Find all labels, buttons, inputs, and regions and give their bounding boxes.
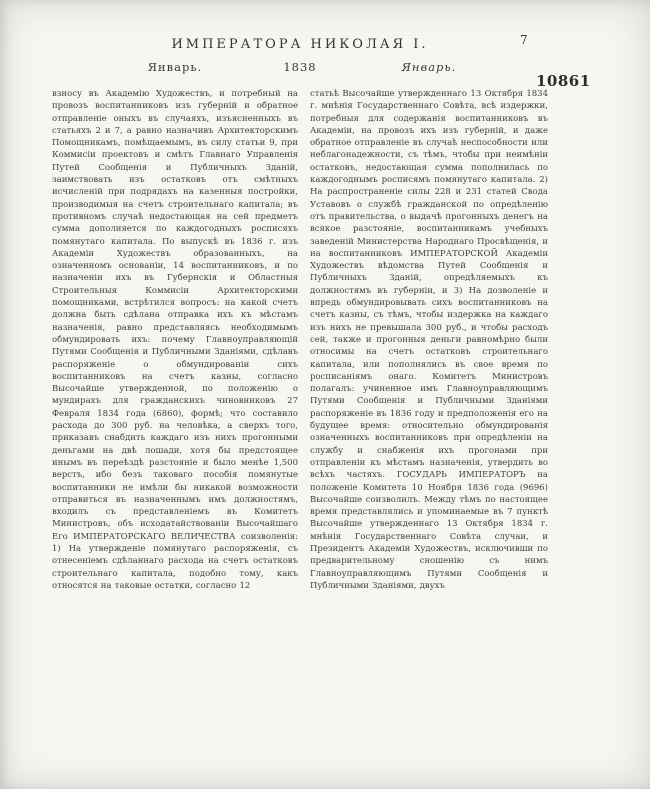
page-header (52, 33, 548, 52)
text-column-right: статьѣ Высочайше утвержденнаго 13 Октября 1834 г. мнѣнія Государственнаго Совѣта, всѣ издержки, потребныя для содержанія воспитанниковъ въ Академіи, на провозъ ихъ изъ губерній, и даже обратное отправленіе въ случаѣ неспособности или неблагонадежности, съ тѣмъ, чтобы при неимѣніи остатковъ, недостающая сумма пополнилась по каждогоднымъ росписямъ помянутаго капитала. 2) На распространеніе силы 228 и 231 статей Свода Уставовъ о службѣ гражданской по опредѣленію отъ правительства, о выдачѣ прогонныхъ денегъ на всякое разстояніе, воспитанникамъ учебныхъ заведеній Министерства Народнаго Просвѣщенія, и на воспитанниковъ ИМПЕРАТОРСКОЙ Академіи Художествъ вѣдомства Путей Сообщенія и Публичныхъ Зданій, опредѣляемыхъ къ должностямъ въ губерніи, и 3) На дозволеніе и впредь обмундировывать сихъ воспитанниковъ на счетъ казны, съ тѣмъ, чтобы издержка на каждаго изъ нихъ не превышала 300 руб., и чтобы расходъ сей, также и прогонныя деньги равномѣрно были относимы на счетъ остатковъ строительнаго капитала, или пополнялись въ свое время по росписаніямъ онаго. Комитетъ Министровъ полагалъ: учиненное имъ Главноуправляющимъ Путями Сообщенія и Публичными Зданіями распоряженіе въ 1836 году и предположенія его на будущее время: относительно обмундированія означенныхъ воспитанниковъ при опредѣленіи на службу и снабженія ихъ прогонами при отправленіи къ мѣстамъ назначенія, утвердить во всѣхъ частяхъ. ГОСУДАРЬ ИМПЕРАТОРЪ на положеніе Комитета 10 Ноября 1836 года (9696) Высочайше соизволилъ. Между тѣмъ по настоящее время представлялись и упоминаемые въ 7 пунктѣ Высочайше утвержденнаго 13 Октября 1834 г. мнѣнія Государственнаго Совѣта случаи, и Президентъ Академіи Художествъ, исключивши по предварительному сношенію съ нимъ Главноуправляющимъ Путями Сообщенія и Публичными Зданіями, двухъ (310, 89, 548, 591)
page-number: 7 (520, 33, 528, 47)
page-header-title: ИМПЕРАТОРА НИКОЛАЯ I. (171, 37, 429, 52)
running-head-row (52, 60, 548, 78)
running-head-year: 1838 (283, 60, 317, 74)
entry-number: 10861 (536, 72, 591, 90)
text-column-left: взносу въ Академію Художествъ, и потребный на провозъ воспитанниковъ изъ губерній и обратное отправленіе оныхъ въ случаяхъ, изъясненныхъ въ статьяхъ 2 и 7, а равно назначивъ Архитекторскимъ Помощникамъ, помѣщаемымъ, въ силу статьи 9, при Коммисіи проектовъ и смѣтъ Главнаго Управленія Путей Сообщенія и Публичныхъ Зданій, заимствовать изъ остатковъ отъ смѣтныхъ исчисленій при подрядахъ на казенныя постройки, производимыя на счетъ строительнаго капитала; въ противномъ случаѣ недостающая на сей предметъ сумма дополняется по каждогодныхъ росписяхъ помянутаго капитала. По выпускѣ въ 1836 г. изъ Академіи Художествъ образованныхъ, на означенномъ основаніи, 14 воспитанниковъ, и по назначеніи ихъ въ Губернскія и Областныя Строительныя Коммисіи Архитекторскими помощниками, встрѣтился вопросъ: на какой счетъ должна быть сдѣлана отправка ихъ къ мѣстамъ назначенія, равно представляясь необходимымъ обмундировать ихъ: почему Главноуправляющій Путями Сообщенія и Публичными Зданіями, сдѣлавъ распоряженіе о обмундированіи сихъ воспитанниковъ на счетъ казны, согласно Высочайше утвержденной, по положенію о мундирахъ для гражданскихъ чиновниковъ 27 Февраля 1834 года (6860), формѣ; что составило расхода до 300 руб. на человѣка, а сверхъ того, приказавъ снабдить каждаго изъ нихъ прогонными деньгами на двѣ лошади, хотя бы предстоящее инымъ въ переѣздѣ разстояніе и было менѣе 1,500 верстъ, ибо безъ таковаго пособія помянутые воспитанники не имѣли бы никакой возможности отправиться въ назначеннымъ имъ должностямъ, входилъ съ представленіемъ въ Комитетъ Министровъ, объ исходатайствованіи Высочайшаго Его ИМПЕРАТОРСКАГО ВЕЛИЧЕСТВА соизволенія: 1) На утвержденіе помянутаго распоряженія, съ отнесеніемъ сдѣланнаго расхода на счетъ остатковъ строительнаго капитала, подобно тому, какъ относятся на таковые остатки, согласно 12 (52, 89, 298, 591)
running-head-left: Январь. (147, 60, 203, 74)
running-head-right: Январь. (401, 60, 457, 74)
